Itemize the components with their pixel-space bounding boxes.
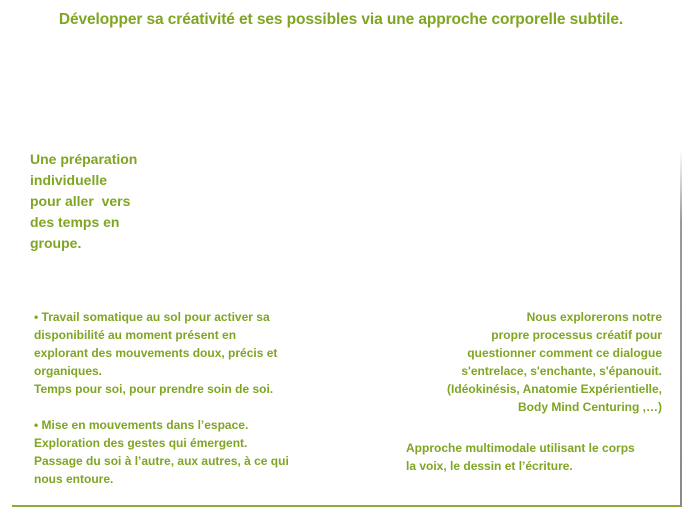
preparation-line: pour aller vers: [30, 193, 131, 209]
paragraph-gap: [34, 398, 319, 416]
text-line: explorant des mouvements doux, précis et: [34, 346, 278, 360]
text-line: disponibilité au moment présent en: [34, 328, 237, 342]
page-title: Développer sa créativité et ses possibles via une approche corporelle subtile.: [58, 11, 624, 28]
text-line: Passage du soi à l’autre, aux autres, à ce qui: [34, 454, 289, 468]
text-line: propre processus créatif pour: [491, 328, 662, 342]
text-line: organiques.: [34, 364, 103, 378]
text-line: Temps pour soi, pour prendre soin de soi.: [34, 382, 274, 396]
preparation-line: Une préparation: [30, 151, 138, 167]
text-line: s'entrelace, s'enchante, s'épanouit.: [461, 364, 662, 378]
text-line: questionner comment ce dialogue: [467, 346, 662, 360]
preparation-line: groupe.: [30, 235, 82, 251]
bottom-rule: [12, 505, 680, 507]
creative-process-text: [382, 308, 662, 416]
preparation-text: [30, 149, 170, 254]
somatic-work-text: [34, 308, 319, 488]
text-line: Nous explorerons notre: [526, 310, 662, 324]
text-line: Approche multimodale utilisant le corps: [406, 441, 635, 455]
text-line: Exploration des gestes qui émergent.: [34, 436, 248, 450]
text-line: • Travail somatique au sol pour activer sa: [34, 310, 270, 324]
preparation-line: des temps en: [30, 214, 120, 230]
text-line: nous entoure.: [34, 472, 114, 486]
multimodal-approach-text: [406, 439, 668, 475]
preparation-line: individuelle: [30, 172, 108, 188]
text-line: la voix, le dessin et l’écriture.: [406, 459, 573, 473]
text-line: • Mise en mouvements dans l’espace.: [34, 418, 249, 432]
text-line: (Idéokinésis, Anatomie Expérientielle,: [447, 382, 662, 396]
text-line: Body Mind Centuring ,…): [518, 400, 662, 414]
